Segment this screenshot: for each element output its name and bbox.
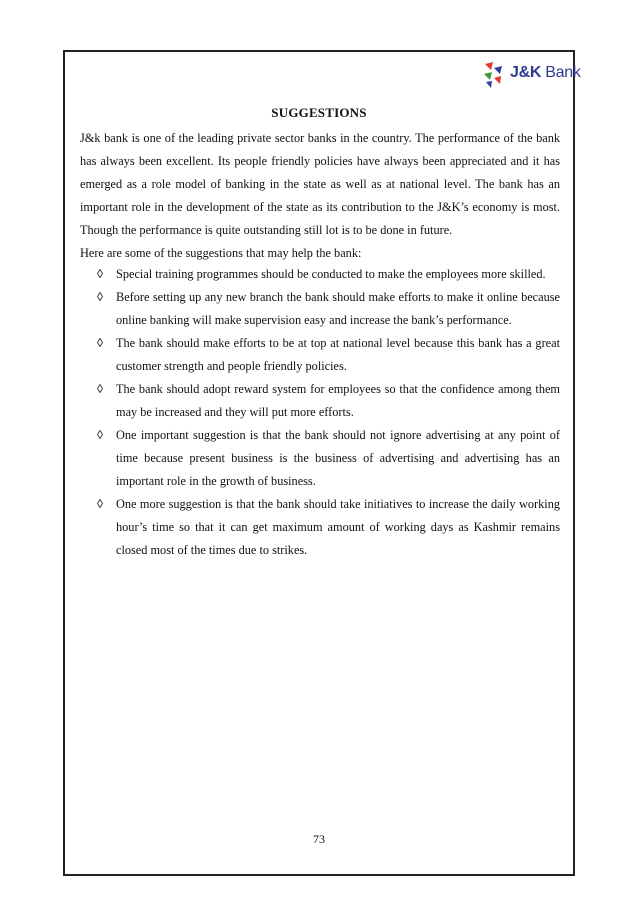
diamond-bullet-icon (97, 499, 103, 508)
list-item-text: Special training programmes should be conducted to make the employees more skilled. (116, 267, 546, 281)
diamond-bullet-icon (97, 384, 103, 393)
page-number: 73 (313, 832, 325, 846)
intro-text: J&k bank is one of the leading private sector banks in the country. The performance of the bank has always been excellent. Its people friendly policies have always been appreciated and it has emerged as a role model of banking in the state as well as at national level. The bank has an important role in the development of the state as its contribution to the J&K’s economy is most. Though the performance is quite outstanding still lot is to be done in future. (80, 131, 560, 237)
diamond-bullet-icon (97, 430, 103, 439)
list-item (80, 332, 560, 378)
list-item-text: The bank should make efforts to be at top at national level because this bank has a great customer strength and people friendly policies. (116, 336, 560, 373)
page-title: SUGGESTIONS (271, 105, 367, 120)
diamond-bullet-icon (97, 338, 103, 347)
list-item-text: The bank should adopt reward system for employees so that the confidence among them may be increased and they will put more efforts. (116, 382, 560, 419)
list-item (80, 424, 560, 493)
list-item (80, 493, 560, 562)
intro-paragraph (80, 127, 560, 265)
list-item-text: Before setting up any new branch the bank should make efforts to make it online because online banking will make supervision easy and increase the bank’s performance. (116, 290, 560, 327)
list-item (80, 263, 560, 286)
bank-logo-text: J&K Bank (510, 64, 581, 81)
intro-lead-in: Here are some of the suggestions that may help the bank: (80, 246, 362, 260)
list-item (80, 286, 560, 332)
list-item (80, 378, 560, 424)
diamond-bullet-icon (97, 269, 103, 278)
diamond-bullet-icon (97, 292, 103, 301)
list-item-text: One more suggestion is that the bank should take initiatives to increase the daily working hour’s time so that it can get maximum amount of working days as Kashmir remains closed most of the times due to strikes. (116, 497, 560, 557)
list-item-text: One important suggestion is that the bank should not ignore advertising at any point of time because present business is the business of advertising and advertising has an important role in the growth of business. (116, 428, 560, 488)
suggestions-list (80, 263, 560, 562)
